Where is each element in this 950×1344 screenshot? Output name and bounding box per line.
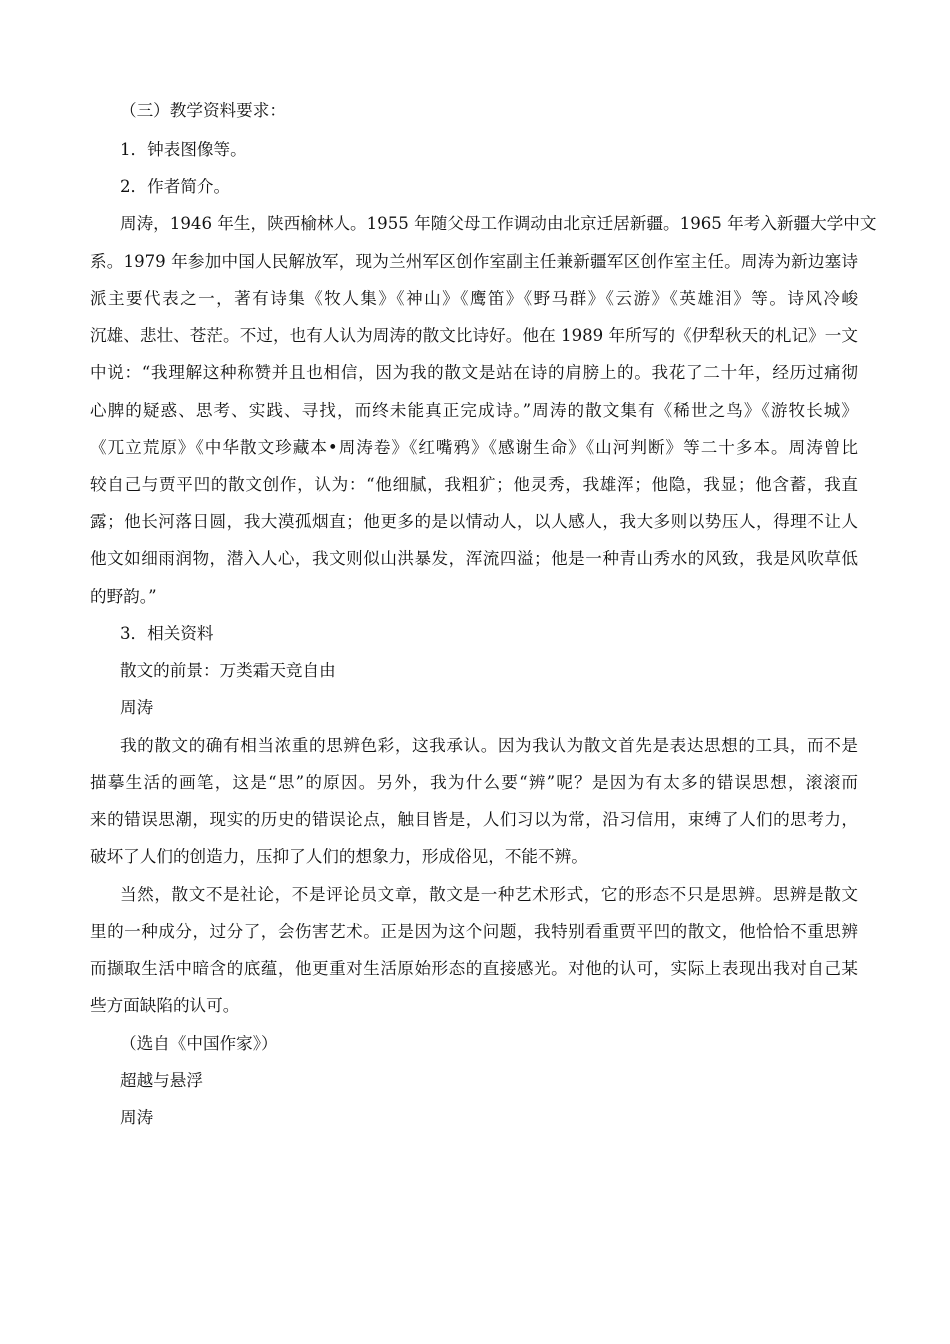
paragraph-line: 我的散文的确有相当浓重的思辨色彩，这我承认。因为我认为散文首先是表达思想的工具，而不是: [120, 736, 858, 755]
paragraph-line: 破坏了人们的创造力，压抑了人们的想象力，形成俗见，不能不辨。: [90, 847, 588, 866]
essay-title: 散文的前景：万类霜天竞自由: [120, 661, 336, 680]
paragraph-line: 当然，散文不是社论，不是评论员文章，散文是一种艺术形式，它的形态不只是思辨。思辨是散文: [120, 885, 858, 904]
paragraph-line: 些方面缺陷的认可。: [90, 996, 240, 1015]
paragraph-line: 描摹生活的画笔，这是“思”的原因。另外，我为什么要“辨”呢？是因为有太多的错误思想，滚滚而: [90, 773, 858, 792]
paragraph-line: 来的错误思潮，现实的历史的错误论点，触目皆是，人们习以为常，沿习信用，束缚了人们的思考力，: [90, 810, 858, 829]
paragraph-line: 《兀立荒原》《中华散文珍藏本•周涛卷》《红嘴鸦》《感谢生命》《山河判断》等二十多本。周涛曾比: [90, 438, 858, 457]
section-heading: （三）教学资料要求：: [120, 101, 286, 120]
paragraph-line: 露；他长河落日圆，我大漠孤烟直；他更多的是以情动人，以人感人，我大多则以势压人，得理不让人: [90, 512, 858, 531]
paragraph-line: 中说：“我理解这种称赞并且也相信，因为我的散文是站在诗的肩膀上的。我花了二十年，经历过痛彻: [90, 363, 858, 382]
paragraph-line: 心脾的疑惑、思考、实践、寻找，而终未能真正完成诗。”周涛的散文集有《稀世之鸟》《游牧长城》: [90, 401, 858, 420]
essay-author: 周涛: [120, 1108, 154, 1127]
paragraph-line: 而撷取生活中暗含的底蕴，他更重对生活原始形态的直接感光。对他的认可，实际上表现出我对自己某: [90, 959, 858, 978]
paragraph-line: 较自己与贾平凹的散文创作，认为：“他细腻，我粗犷；他灵秀，我雄浑；他隐，我显；他含蓄，我直: [90, 475, 858, 494]
paragraph-line: 周涛，1946 年生，陕西榆林人。1955 年随父母工作调动由北京迁居新疆。1965 年考入新疆大学中文: [120, 214, 877, 233]
paragraph-line: 的野韵。”: [90, 587, 157, 606]
paragraph-line: 里的一种成分，过分了，会伤害艺术。正是因为这个问题，我特别看重贾平凹的散文，他恰恰不重思辨: [90, 922, 858, 941]
list-item-1: 1．钟表图像等。: [120, 140, 247, 159]
paragraph-line: 沉雄、悲壮、苍茫。不过，也有人认为周涛的散文比诗好。他在 1989 年所写的《伊犁秋天的札记》一文: [90, 326, 858, 345]
paragraph-line: 派主要代表之一，著有诗集《牧人集》《神山》《鹰笛》《野马群》《云游》《英雄泪》等。诗风冷峻: [90, 289, 858, 308]
list-item-2: 2．作者简介。: [120, 177, 231, 196]
essay-title: 超越与悬浮: [120, 1071, 203, 1090]
source-citation: （选自《中国作家》）: [120, 1034, 278, 1053]
list-item-3: 3．相关资料: [120, 624, 214, 643]
paragraph-line: 他文如细雨润物，潜入人心，我文则似山洪暴发，浑流四溢；他是一种青山秀水的风致，我是风吹草低: [90, 549, 858, 568]
essay-author: 周涛: [120, 698, 154, 717]
paragraph-line: 系。1979 年参加中国人民解放军，现为兰州军区创作室副主任兼新疆军区创作室主任。周涛为新边塞诗: [90, 252, 858, 271]
